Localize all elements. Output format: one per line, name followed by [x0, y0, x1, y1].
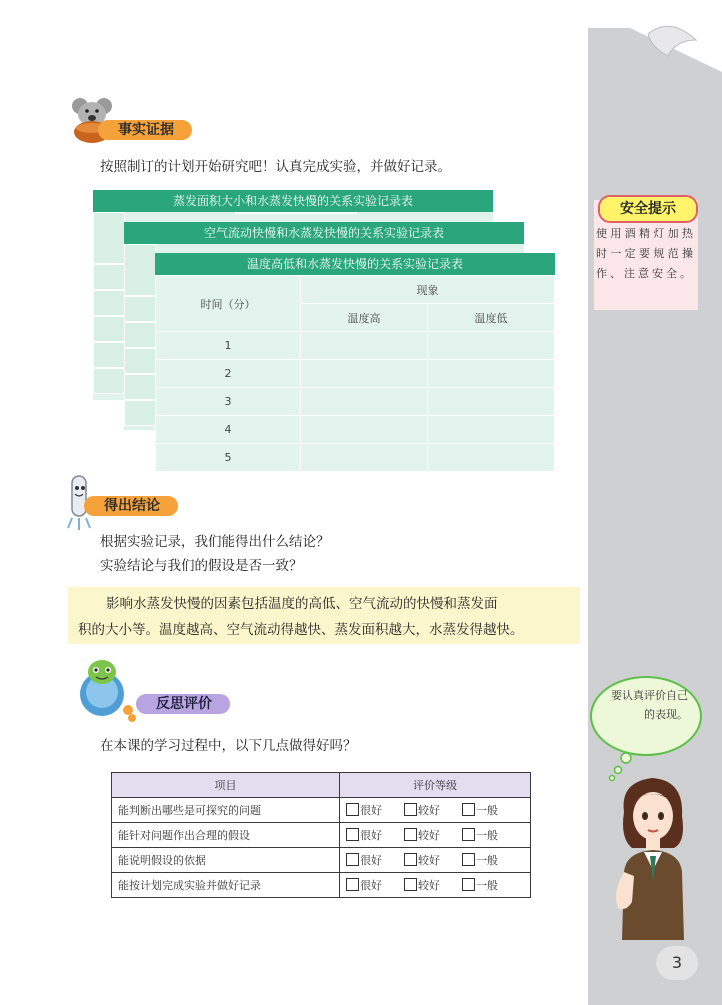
table-row: [156, 388, 555, 416]
eval-item: 能按计划完成实验并做好记录: [112, 873, 340, 898]
header-temp-low: 温度低: [428, 304, 555, 332]
conclusion-question-2: 实验结论与我们的假设是否一致？: [100, 558, 303, 574]
eval-options: [340, 798, 531, 823]
eval-header-grade: 评价等级: [340, 773, 531, 798]
empty-cell: [428, 416, 555, 444]
empty-cell: [301, 388, 428, 416]
table3-grid: [155, 275, 555, 472]
option-average[interactable]: [462, 877, 498, 893]
option-label: 很好: [360, 829, 382, 842]
table-row: [156, 360, 555, 388]
evidence-intro-text: 按照制订的计划开始研究吧！认真完成实验，并做好记录。: [100, 159, 451, 175]
empty-cell: [301, 360, 428, 388]
teacher-illustration-icon: [610, 772, 696, 940]
checkbox-icon[interactable]: [346, 878, 359, 891]
option-good[interactable]: [404, 827, 462, 843]
option-very-good[interactable]: [346, 877, 404, 893]
table-row: [156, 444, 555, 472]
eval-options: [340, 823, 531, 848]
reflect-question: 在本课的学习过程中，以下几点做得好吗？: [100, 738, 357, 754]
option-very-good[interactable]: [346, 852, 404, 868]
option-label: 很好: [360, 804, 382, 817]
option-good[interactable]: [404, 802, 462, 818]
evaluation-table-wrap: [111, 772, 531, 898]
eval-item: 能判断出哪些是可探究的问题: [112, 798, 340, 823]
checkbox-icon[interactable]: [404, 803, 417, 816]
temperature-record-table: [155, 253, 555, 472]
option-label: 较好: [418, 829, 440, 842]
conclusion-box-line-1: 影响水蒸发快慢的因素包括温度的高低、空气流动的快慢和蒸发面: [106, 596, 498, 612]
evaluation-table: [111, 772, 531, 898]
table-row: [156, 416, 555, 444]
eval-options: [340, 848, 531, 873]
header-phenomenon: 现象: [301, 276, 555, 304]
section-header-conclusion: [64, 474, 204, 530]
page-number: 3: [656, 946, 698, 980]
page-curl-decoration: [630, 20, 722, 72]
empty-cell: [428, 444, 555, 472]
checkbox-icon[interactable]: [462, 853, 475, 866]
option-label: 一般: [476, 854, 498, 867]
empty-cell: [428, 360, 555, 388]
option-label: 较好: [418, 854, 440, 867]
option-average[interactable]: [462, 852, 498, 868]
empty-cell: [428, 388, 555, 416]
checkbox-icon[interactable]: [462, 803, 475, 816]
conclusion-question-1: 根据实验记录，我们能得出什么结论？: [100, 534, 330, 550]
conclusion-box: [68, 587, 580, 644]
option-average[interactable]: [462, 827, 498, 843]
checkbox-icon[interactable]: [404, 878, 417, 891]
header-temp-high: 温度高: [301, 304, 428, 332]
option-label: 很好: [360, 854, 382, 867]
table-row: [112, 823, 531, 848]
time-cell: 4: [156, 416, 301, 444]
table-row: [112, 798, 531, 823]
option-average[interactable]: [462, 802, 498, 818]
checkbox-icon[interactable]: [346, 853, 359, 866]
section-title-conclusion: 得出结论: [84, 496, 178, 516]
turtle-mascot-icon: [72, 656, 136, 722]
time-cell: 2: [156, 360, 301, 388]
eval-options: [340, 873, 531, 898]
table-row: [156, 332, 555, 360]
time-cell: 3: [156, 388, 301, 416]
option-label: 一般: [476, 879, 498, 892]
option-very-good[interactable]: [346, 802, 404, 818]
thought-bubble-text: 要认真评价自己的表现。: [611, 689, 688, 721]
time-cell: 5: [156, 444, 301, 472]
section-title-evidence: 事实证据: [98, 120, 192, 140]
section-header-evidence: [70, 96, 200, 146]
header-time: 时间（分）: [156, 276, 301, 332]
checkbox-icon[interactable]: [462, 828, 475, 841]
table1-title: 蒸发面积大小和水蒸发快慢的关系实验记录表: [93, 190, 493, 212]
table-row: [112, 848, 531, 873]
option-label: 很好: [360, 879, 382, 892]
table3-title: 温度高低和水蒸发快慢的关系实验记录表: [155, 253, 555, 275]
eval-item: 能针对问题作出合理的假设: [112, 823, 340, 848]
safety-tip-text: 使用酒精灯加热时一定要规范操作、注意安全。: [596, 227, 696, 280]
checkbox-icon[interactable]: [346, 828, 359, 841]
option-good[interactable]: [404, 852, 462, 868]
eval-item: 能说明假设的依据: [112, 848, 340, 873]
empty-cell: [301, 332, 428, 360]
option-label: 一般: [476, 804, 498, 817]
table-row: [112, 873, 531, 898]
empty-cell: [428, 332, 555, 360]
option-label: 较好: [418, 804, 440, 817]
empty-cell: [301, 416, 428, 444]
safety-tip-title: 安全提示: [598, 195, 698, 223]
section-title-reflect: 反思评价: [136, 694, 230, 714]
time-cell: 1: [156, 332, 301, 360]
table2-title: 空气流动快慢和水蒸发快慢的关系实验记录表: [124, 222, 524, 244]
option-label: 一般: [476, 829, 498, 842]
checkbox-icon[interactable]: [346, 803, 359, 816]
eval-header-item: 项目: [112, 773, 340, 798]
section-header-reflect: [72, 656, 242, 724]
conclusion-box-line-2: 积的大小等。温度越高、空气流动得越快、蒸发面积越大，水蒸发得越快。: [78, 622, 524, 638]
checkbox-icon[interactable]: [404, 853, 417, 866]
option-very-good[interactable]: [346, 827, 404, 843]
empty-cell: [301, 444, 428, 472]
option-label: 较好: [418, 879, 440, 892]
option-good[interactable]: [404, 877, 462, 893]
checkbox-icon[interactable]: [462, 878, 475, 891]
checkbox-icon[interactable]: [404, 828, 417, 841]
